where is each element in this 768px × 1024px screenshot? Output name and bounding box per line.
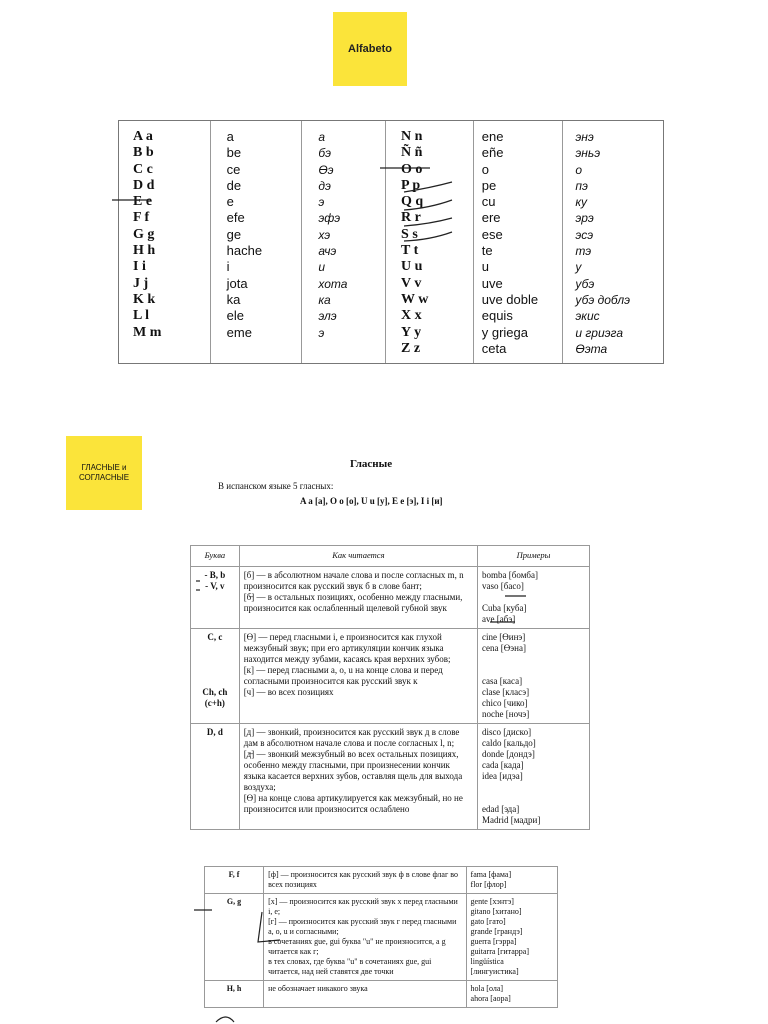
alphabet-cell: хота bbox=[318, 276, 348, 291]
alphabet-cell: pe bbox=[481, 177, 497, 193]
alphabet-cell: eñe bbox=[481, 145, 504, 161]
table-row bbox=[191, 724, 590, 830]
example-item: disco [диско] bbox=[482, 727, 532, 737]
vowels-intro: В испанском языке 5 гласных: bbox=[218, 481, 334, 491]
alphabet-cell: u bbox=[481, 259, 489, 275]
example-item: lingüística [лингуистика] bbox=[470, 957, 519, 976]
alphabet-cell: F f bbox=[133, 210, 150, 226]
consonants-table bbox=[190, 545, 590, 830]
example-item: fama [фама] bbox=[470, 870, 512, 879]
header-how: Как читается bbox=[239, 546, 477, 567]
example-item bbox=[482, 793, 585, 804]
alphabet-cell: эньэ bbox=[575, 146, 601, 161]
header-examples: Примеры bbox=[478, 546, 590, 567]
how-cell: [б] — в абсолютном начале слова и после согласных m, n произносится как русский звук б в слове бант; [б̶] — в остальных позициях, особенно между гласными, произносится как ослабленный щелевой губной звук bbox=[239, 567, 477, 629]
how-cell: не обозначает никакого звука bbox=[264, 981, 466, 1008]
alphabet-cell: A a bbox=[133, 129, 153, 144]
alphabet-cell: экис bbox=[575, 309, 600, 324]
alphabet-cell: и гриэга bbox=[575, 325, 624, 340]
alphabet-cell: efe bbox=[226, 210, 245, 226]
alphabet-ru-right bbox=[563, 121, 663, 363]
example-item: flor [флор] bbox=[470, 880, 507, 889]
alphabet-cell: эрэ bbox=[575, 211, 594, 226]
alphabet-cell: o bbox=[481, 161, 489, 177]
alphabet-cell: U u bbox=[401, 259, 423, 275]
examples-cell bbox=[478, 724, 590, 830]
alphabet-cell: R r bbox=[401, 210, 421, 226]
alphabet-cell: энэ bbox=[575, 130, 594, 144]
alphabet-cell: equis bbox=[481, 308, 513, 324]
alphabet-cell: V v bbox=[401, 275, 422, 291]
alphabet-cell: L l bbox=[133, 308, 149, 324]
alphabet-cell: хэ bbox=[318, 227, 331, 242]
letter-cell: D, d bbox=[191, 724, 240, 830]
example-item: idea [идэа] bbox=[482, 771, 523, 781]
alphabet-cell: дэ bbox=[318, 178, 331, 193]
example-item: gitano [хитано] bbox=[470, 907, 522, 916]
example-item: Cuba [куба] bbox=[482, 603, 527, 613]
alphabet-cell: a bbox=[226, 129, 234, 144]
example-item: cena [Өэна] bbox=[482, 643, 526, 653]
example-item: guitarra [гитарра] bbox=[470, 947, 529, 956]
alphabet-cell: э bbox=[318, 195, 325, 210]
example-item bbox=[482, 665, 585, 676]
alphabet-cell: W w bbox=[401, 291, 429, 307]
alphabet-cell: hache bbox=[226, 243, 263, 259]
consonants-table-2 bbox=[204, 866, 558, 1008]
alphabet-ru-left bbox=[302, 121, 386, 363]
alphabet-cell: Y y bbox=[401, 324, 422, 340]
alphabet-cell: э bbox=[318, 325, 325, 340]
example-item: ave [абэ] bbox=[482, 614, 516, 624]
alphabet-cell: Өэта bbox=[575, 341, 608, 356]
alphabet-letters-left bbox=[119, 121, 211, 363]
alphabet-cell: S s bbox=[401, 226, 418, 242]
table-row bbox=[191, 567, 590, 629]
alphabet-cell: P p bbox=[401, 177, 421, 193]
vowels-title: Гласные bbox=[350, 458, 393, 470]
alphabet-cell: H h bbox=[133, 243, 156, 259]
example-item bbox=[482, 654, 585, 665]
example-item bbox=[482, 592, 585, 603]
alphabet-cell: J j bbox=[133, 275, 149, 291]
alphabet-cell: T t bbox=[401, 243, 419, 259]
alphabet-cell: ceta bbox=[481, 340, 507, 356]
example-item: vaso [басо] bbox=[482, 581, 524, 591]
example-item bbox=[482, 782, 585, 793]
table-row bbox=[205, 894, 558, 981]
alphabet-letters-right bbox=[386, 121, 474, 363]
vowels-list: A a [а], O o [о], U u [у], E e [э], I i [и] bbox=[300, 496, 443, 506]
alphabet-cell: D d bbox=[133, 177, 155, 193]
alphabet-cell: uve doble bbox=[481, 291, 539, 307]
alphabet-cell: cu bbox=[481, 194, 496, 210]
alphabet-cell: uve bbox=[481, 275, 503, 291]
alphabet-cell: O o bbox=[401, 161, 423, 177]
alphabet-names-right bbox=[474, 121, 564, 363]
example-item: Madrid [мадри] bbox=[482, 815, 541, 825]
alphabet-cell: E e bbox=[133, 194, 153, 210]
alphabet-cell: ka bbox=[226, 291, 241, 307]
alphabet-cell: de bbox=[226, 177, 242, 193]
example-item: noche [ночэ] bbox=[482, 709, 530, 719]
alphabet-table bbox=[118, 120, 664, 364]
example-item: ahora [аора] bbox=[470, 994, 511, 1003]
example-item: donde [дондэ] bbox=[482, 749, 535, 759]
alphabet-cell: Өэ bbox=[318, 162, 334, 177]
alphabet-cell: ce bbox=[226, 161, 241, 177]
consonants-table-header bbox=[191, 546, 590, 567]
alphabet-cell: эфэ bbox=[318, 211, 341, 226]
table-row bbox=[205, 867, 558, 894]
example-item: bomba [бомба] bbox=[482, 570, 538, 580]
alphabet-cell: ere bbox=[481, 210, 501, 226]
alphabet-cell: ele bbox=[226, 308, 245, 324]
how-cell: [х] — произносится как русский звук х перед гласными i, e; [г] — произносится как русский звук г перед гласными a, o, u и согласными; в сочетаниях gue, gui буква "u" не произносится, а g читается как г; в тех словах, где буква "u" в сочетаниях gue, gui читается, над ней ставятся две точки bbox=[264, 894, 466, 981]
example-item: casa [каса] bbox=[482, 676, 523, 686]
alphabet-cell: y griega bbox=[481, 324, 528, 340]
alphabet-cell: и bbox=[318, 260, 326, 275]
alphabet-cell: о bbox=[575, 162, 583, 177]
examples-cell bbox=[478, 567, 590, 629]
vowels-consonants-tag: ГЛАСНЫЕ и СОГЛАСНЫЕ bbox=[66, 436, 142, 510]
alphabet-cell: X x bbox=[401, 308, 422, 324]
alphabet-cell: Z z bbox=[401, 340, 421, 356]
examples-cell bbox=[478, 629, 590, 724]
example-item: gente [хэнтэ] bbox=[470, 897, 514, 906]
alphabet-names-left bbox=[211, 121, 303, 363]
alphabet-cell: у bbox=[575, 260, 582, 275]
alphabet-cell: jota bbox=[226, 275, 248, 291]
alphabet-cell: ene bbox=[481, 129, 504, 144]
alphabet-cell: убэ доблэ bbox=[575, 292, 631, 307]
letter-cell: - B, b - V, v bbox=[191, 567, 240, 629]
pen-mark-bottom bbox=[216, 1017, 234, 1022]
alphabet-cell: N n bbox=[401, 129, 423, 144]
header-letter: Буква bbox=[191, 546, 240, 567]
example-item: clase [класэ] bbox=[482, 687, 530, 697]
alphabet-cell: M m bbox=[133, 324, 162, 340]
alphabet-cell: ge bbox=[226, 226, 242, 242]
alphabet-cell: i bbox=[226, 259, 230, 275]
table-row bbox=[205, 981, 558, 1008]
alphabet-cell: G g bbox=[133, 226, 155, 242]
examples-cell bbox=[466, 981, 557, 1008]
example-item: hola [ола] bbox=[470, 984, 504, 993]
example-item: edad [эда] bbox=[482, 804, 520, 814]
alphabet-cell: убэ bbox=[575, 276, 595, 291]
alphabet-cell: ачэ bbox=[318, 244, 337, 259]
alphabet-cell: а bbox=[318, 130, 326, 144]
alphabet-cell: e bbox=[226, 194, 234, 210]
alphabet-cell: тэ bbox=[575, 244, 592, 259]
alphabet-cell: ка bbox=[318, 292, 331, 307]
alphabet-cell: элэ bbox=[318, 309, 337, 324]
letter-cell: F, f bbox=[205, 867, 264, 894]
example-item: grande [грандэ] bbox=[470, 927, 523, 936]
letter-cell: H, h bbox=[205, 981, 264, 1008]
alphabet-cell: бэ bbox=[318, 146, 331, 161]
alphabet-cell: B b bbox=[133, 145, 154, 161]
example-item: cada [када] bbox=[482, 760, 524, 770]
table-row bbox=[191, 629, 590, 724]
alphabet-cell: eme bbox=[226, 324, 252, 340]
alphabet-cell: I i bbox=[133, 259, 146, 275]
alfabeto-tag: Alfabeto bbox=[333, 12, 407, 86]
examples-cell bbox=[466, 867, 557, 894]
example-item: guerra [гэрра] bbox=[470, 937, 517, 946]
alphabet-cell: пэ bbox=[575, 178, 588, 193]
example-item: cine [Өинэ] bbox=[482, 632, 526, 642]
how-cell: [д] — звонкий, произносится как русский звук д в слове дам в абсолютном начале слова и после согласных l, n; [д̶] — звонкий межзубный во всех остальных позициях, особенно между гласными, при произнесении кончик языка касается верхних зубов, оставляя щель для выхода воздуха; [Ө] на конце слова артикулируется как межзубный, но не произносится или произносится ослаблено bbox=[239, 724, 477, 830]
example-item: caldo [кальдо] bbox=[482, 738, 536, 748]
alphabet-cell: te bbox=[481, 243, 493, 259]
alphabet-cell: Ñ ñ bbox=[401, 145, 423, 161]
alphabet-cell: K k bbox=[133, 291, 156, 307]
alphabet-cell: be bbox=[226, 145, 242, 161]
how-cell: [ф] — произносится как русский звук ф в слове флаг во всех позициях bbox=[264, 867, 466, 894]
letter-cell: C, c Ch, ch (c+h) bbox=[191, 629, 240, 724]
alphabet-cell: Q q bbox=[401, 194, 424, 210]
examples-cell bbox=[466, 894, 557, 981]
example-item: gato [гато] bbox=[470, 917, 506, 926]
how-cell: [Ө] — перед гласными i, e произносится как глухой межзубный звук; при его артикуляции кончик языка находится между зубами, касаясь края верхних зубов; [к] — перед гласными a, o, u на конце слова и перед согласными произносится как русский звук к [ч] — во всех позициях bbox=[239, 629, 477, 724]
example-item: chico [чико] bbox=[482, 698, 528, 708]
alphabet-cell: эсэ bbox=[575, 227, 594, 242]
letter-cell: G, g bbox=[205, 894, 264, 981]
alphabet-cell: ese bbox=[481, 226, 503, 242]
alphabet-cell: C c bbox=[133, 161, 153, 177]
alphabet-cell: ку bbox=[575, 195, 588, 210]
